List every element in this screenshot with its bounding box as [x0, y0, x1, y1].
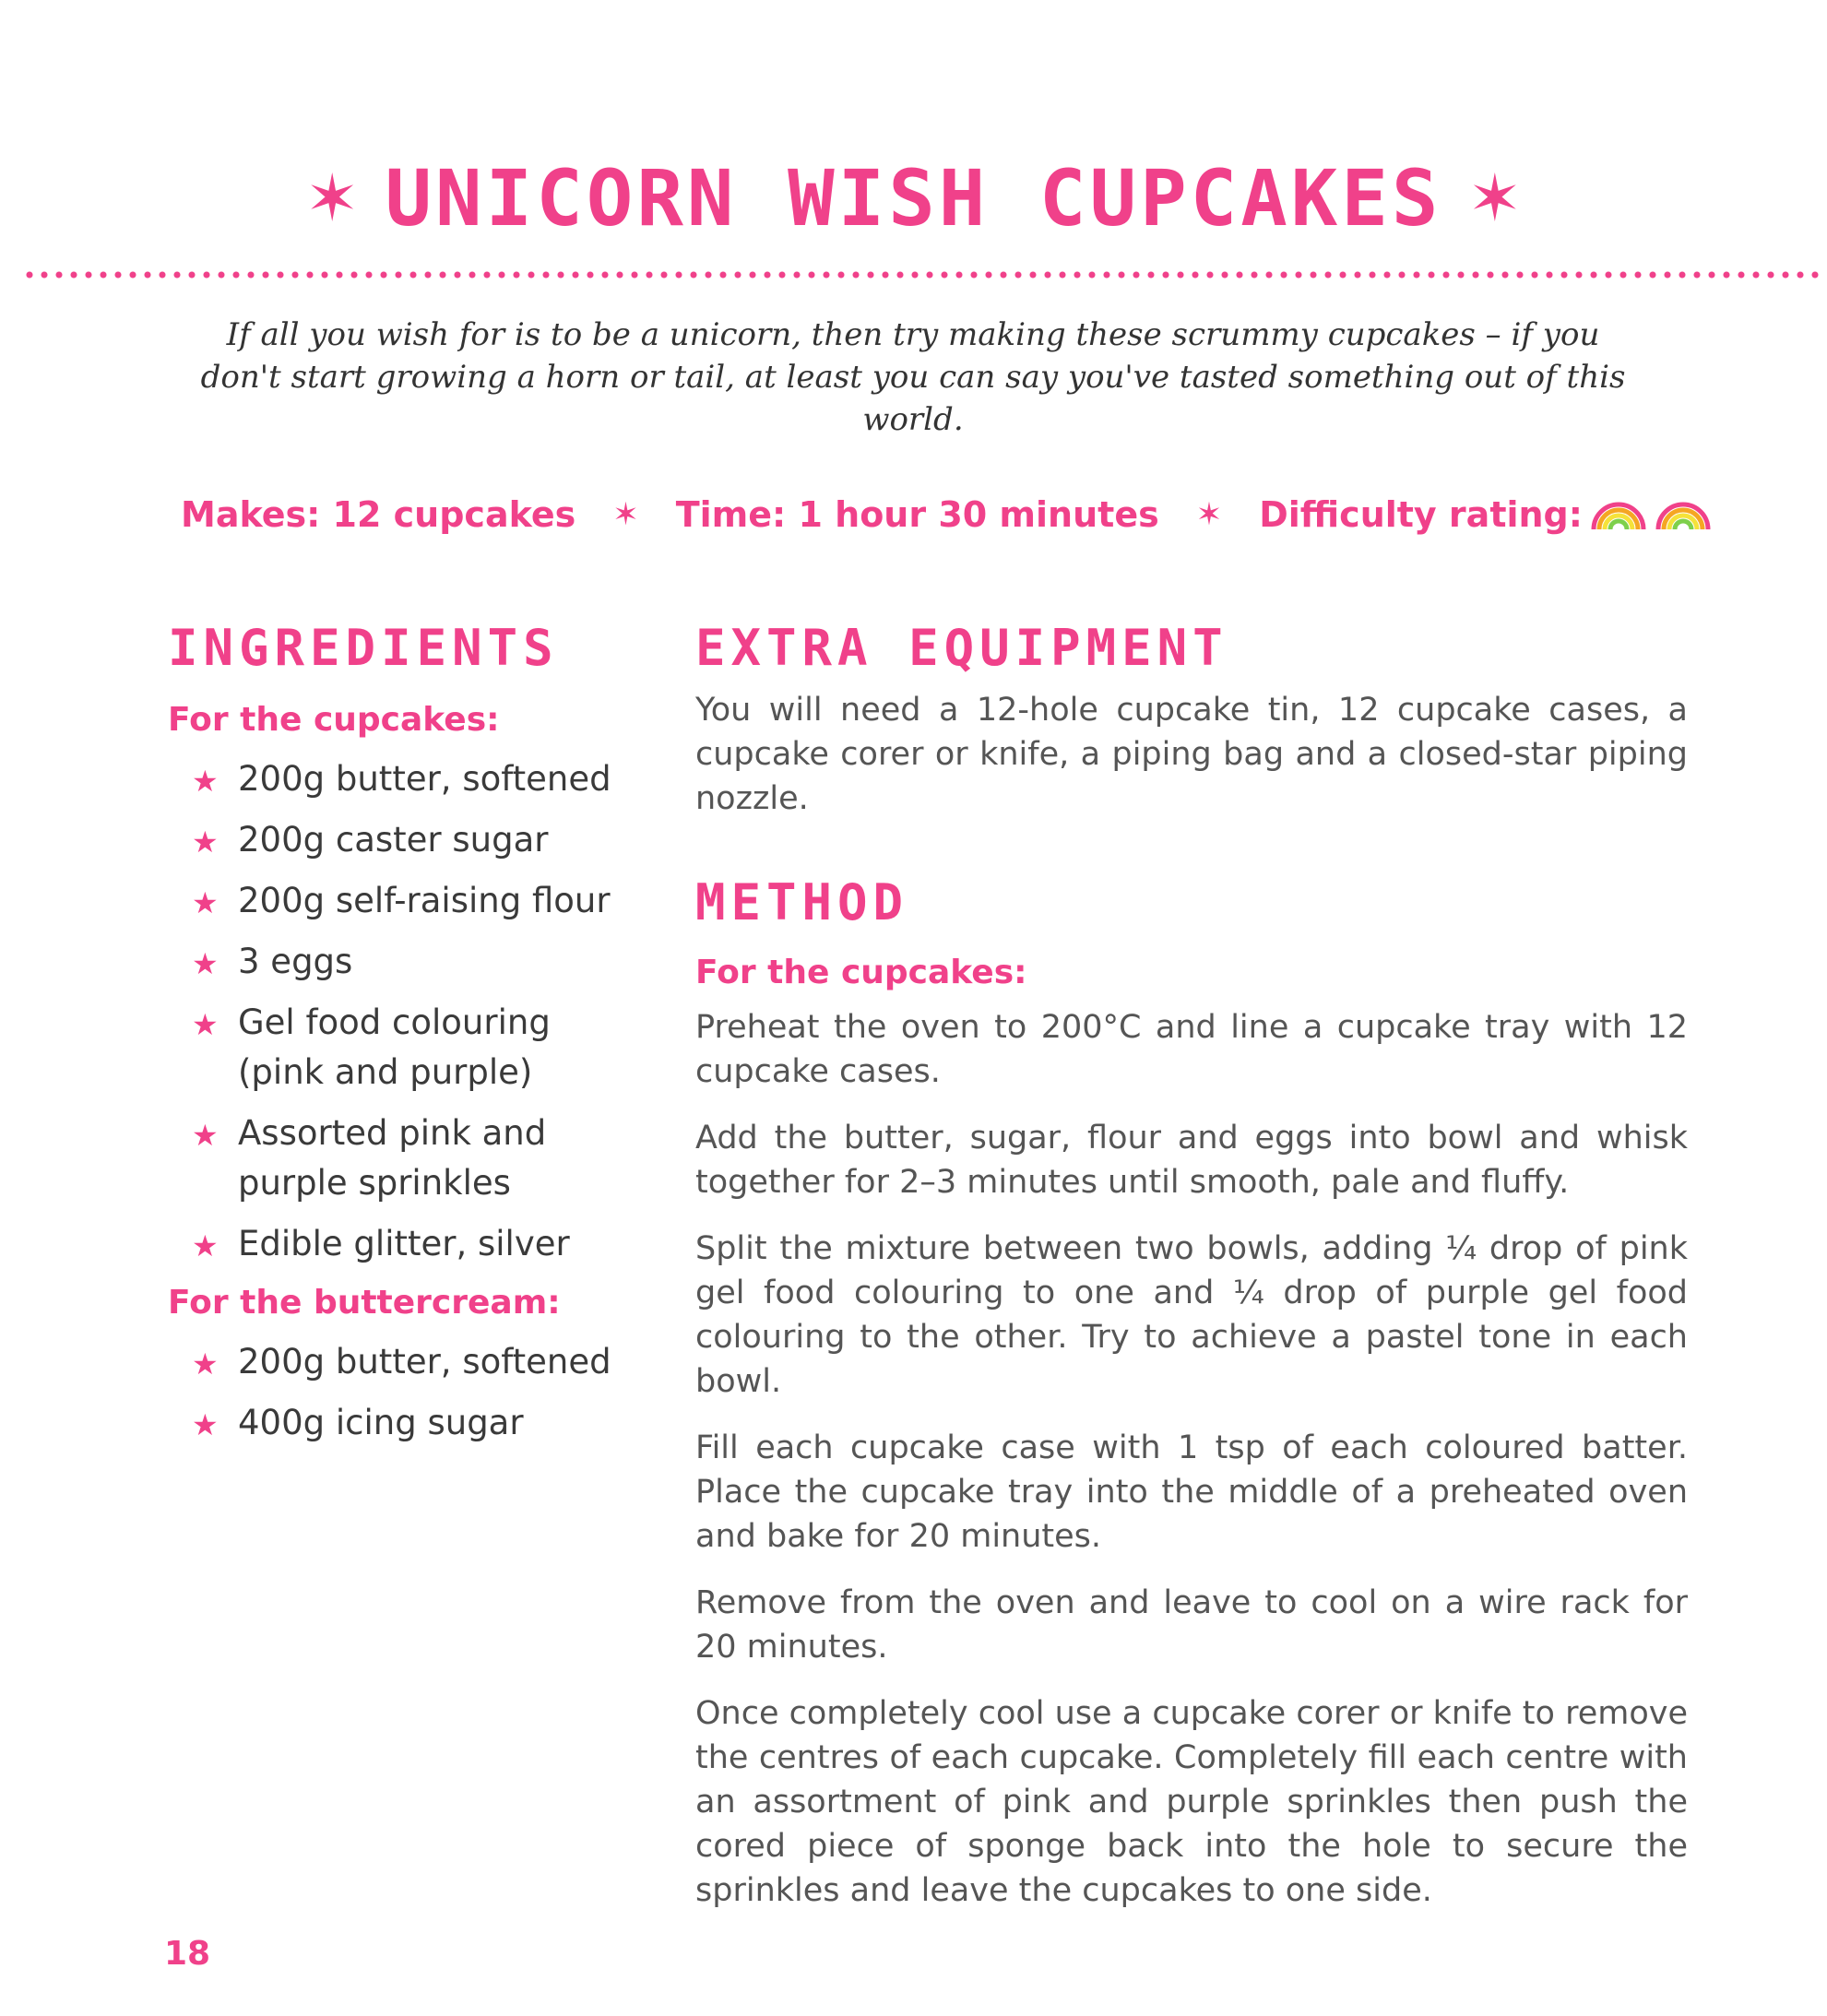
list-item: ★ Assorted pink and purple sprinkles: [168, 1109, 629, 1208]
list-item: ★ Gel food colouring (pink and purple): [168, 998, 629, 1097]
method-step: Remove from the oven and leave to cool on a wire rack for 20 minutes.: [695, 1584, 1688, 1666]
star-bullet-icon: ★: [192, 1007, 219, 1042]
title-row: [0, 148, 1827, 249]
recipe-meta: [181, 489, 1693, 540]
rainbow-icon: [1590, 498, 1647, 531]
equipment-text: You will need a 12-hole cupcake tin, 12 cupcake cases, a cupcake corer or knife, a piping bag and a closed-star piping nozzle.: [695, 692, 1688, 817]
method-step: Preheat the oven to 200°C and line a cupcake tray with 12 cupcake cases.: [695, 1009, 1688, 1090]
rainbow-icon: [1655, 498, 1712, 531]
method-step: Once completely cool use a cupcake corer or knife to remove the centres of each cupcake. Completely fill each centre with an assortment of pink and purple sprinkles then push the cored piece of sponge back into the hole to secure the sprinkles and leave the cupcakes to one side.: [695, 1695, 1688, 1909]
dotted-divider: [22, 269, 1821, 280]
list-item: ★ Edible glitter, silver: [168, 1219, 629, 1269]
star-bullet-icon: ★: [192, 1228, 219, 1263]
makes-info: Makes: 12 cupcakes: [181, 494, 576, 535]
list-item: ★ 200g butter, softened: [168, 754, 629, 804]
equipment-heading: EXTRA EQUIPMENT: [695, 619, 1228, 677]
time-info: Time: 1 hour 30 minutes: [675, 494, 1159, 535]
page-number: 18: [164, 1935, 211, 1973]
buttercream-ingredients-list: [168, 1337, 629, 1448]
method-step: Fill each cupcake case with 1 tsp of each coloured batter. Place the cupcake tray into the middle of a preheated oven and bake for 20 minutes.: [695, 1429, 1688, 1555]
method-subheading: For the cupcakes:: [695, 954, 1027, 991]
list-item: ★ 3 eggs: [168, 937, 629, 987]
page-title: UNICORN WISH CUPCAKES: [385, 153, 1442, 243]
list-item: ★ 200g self-raising flour: [168, 876, 629, 926]
star-separator-icon: ✶: [1195, 496, 1223, 533]
star-bullet-icon: ★: [192, 1407, 219, 1442]
buttercream-subheading: For the buttercream:: [168, 1284, 561, 1322]
method-steps: [695, 1005, 1688, 1913]
list-item: ★ 200g caster sugar: [168, 815, 629, 865]
star-icon: ✶: [1467, 160, 1523, 236]
star-bullet-icon: ★: [192, 1346, 219, 1382]
cupcakes-subheading: For the cupcakes:: [168, 701, 500, 739]
ingredients-column: [168, 616, 629, 1459]
star-bullet-icon: ★: [192, 1118, 219, 1153]
method-step: Split the mixture between two bowls, adding ¼ drop of pink gel food colouring to one and ¼ drop of purple gel food colouring to the other. Try to achieve a pastel tone in each bowl.: [695, 1230, 1688, 1400]
star-bullet-icon: ★: [192, 824, 219, 860]
list-item: ★ 400g icing sugar: [168, 1398, 629, 1448]
list-item: ★ 200g butter, softened: [168, 1337, 629, 1387]
difficulty-rating: [1259, 494, 1712, 535]
star-bullet-icon: ★: [192, 764, 219, 799]
difficulty-label: Difficulty rating:: [1259, 494, 1583, 535]
intro-text: If all you wish for is to be a unicorn, then try making these scrummy cupcakes – if you don't start growing a horn or tail, at least you can say you've tasted something out of this world.: [200, 316, 1626, 438]
cupcake-ingredients-list: [168, 754, 629, 1269]
method-heading: METHOD: [695, 873, 909, 931]
equipment-method-column: [695, 616, 1688, 1935]
star-separator-icon: ✶: [612, 496, 639, 533]
star-bullet-icon: ★: [192, 885, 219, 920]
star-bullet-icon: ★: [192, 946, 219, 981]
star-icon: ✶: [304, 160, 360, 236]
ingredients-heading: INGREDIENTS: [168, 619, 559, 677]
method-step: Add the butter, sugar, flour and eggs into bowl and whisk together for 2–3 minutes until smooth, pale and fluffy.: [695, 1120, 1688, 1201]
